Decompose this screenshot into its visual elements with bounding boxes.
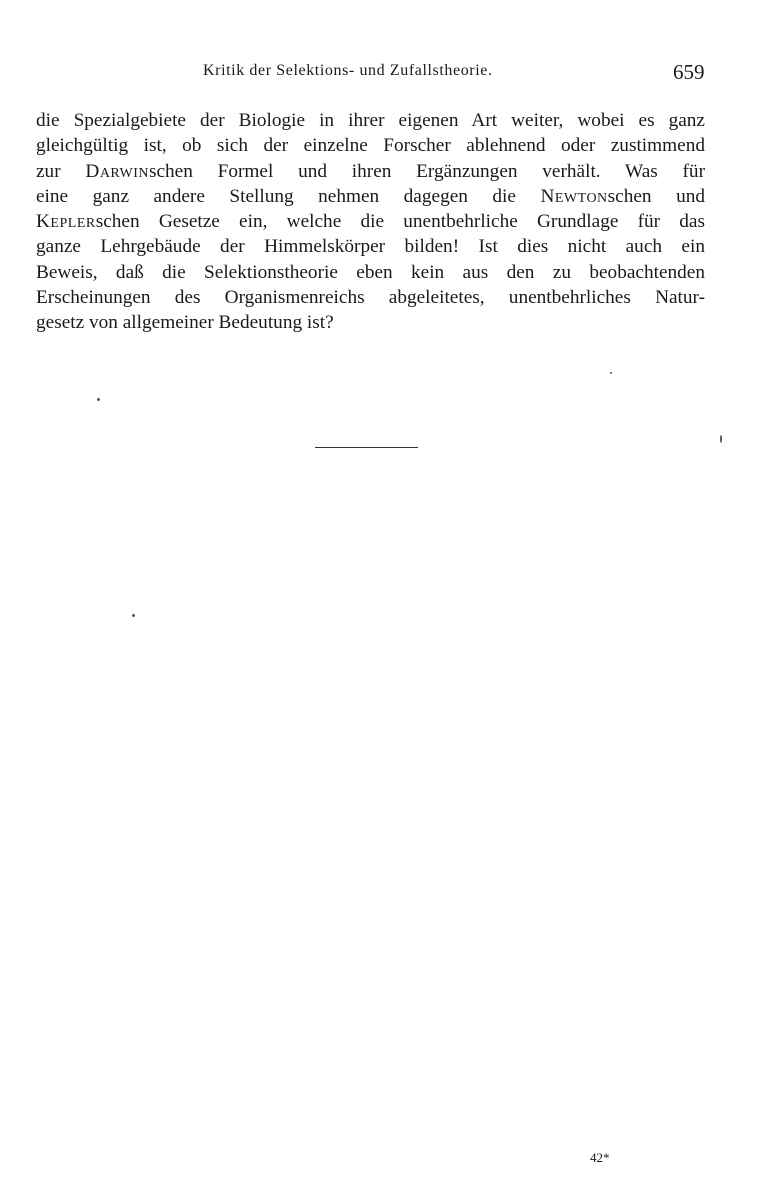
running-title: Kritik der Selektions- und Zufallstheorie. [203, 62, 493, 79]
scan-speck [720, 435, 722, 443]
text-line: ganze Lehrgebäude der Himmelskörper bilden! Ist dies nicht auch ein [36, 236, 705, 258]
text-line: gesetz von allgemeiner Bedeutung ist? [36, 312, 334, 334]
page-number: 659 [673, 60, 705, 84]
body-paragraph [36, 108, 705, 336]
text-line: gleichgültig ist, ob sich der einzelne Forscher ablehnend oder zustimmend [36, 135, 705, 157]
text-line: Keplerschen Gesetze ein, welche die unentbehrliche Grundlage für das [36, 211, 705, 233]
text-line: die Spezialgebiete der Biologie in ihrer eigenen Art weiter, wobei es ganz [36, 110, 705, 131]
author-name-darwin: Darwin [85, 160, 149, 182]
text-line: Erscheinungen des Organismenreichs abgeleitetes, unentbehrliches Natur- [36, 287, 705, 309]
author-name-kepler: Kepler [36, 211, 96, 233]
scan-speck [610, 372, 612, 374]
section-end-rule [315, 447, 418, 448]
text-line: eine ganz andere Stellung nehmen dagegen die Newtonschen und [36, 185, 705, 207]
signature-mark: 42* [590, 1150, 610, 1165]
text-line: Beweis, daß die Selektionstheorie eben kein aus den zu beobachtenden [36, 261, 705, 283]
scan-speck [132, 614, 135, 617]
running-head [0, 60, 765, 90]
scan-speck [97, 398, 100, 401]
text-line: zur Darwinschen Formel und ihren Ergänzungen verhält. Was für [36, 160, 705, 182]
author-name-newton: Newton [540, 185, 608, 207]
